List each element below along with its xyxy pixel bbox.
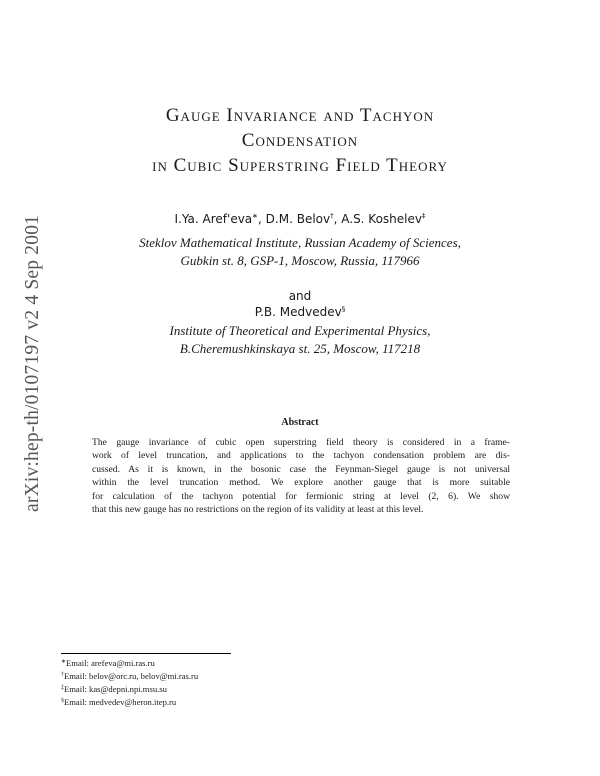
author-list	[0, 212, 600, 226]
paper-title	[0, 103, 600, 178]
abstract-body	[92, 436, 510, 516]
abstract-line: within the level truncation method. We explore another gauge that is more suitable	[92, 477, 510, 489]
footnote-email: Email: medvedev@heron.itep.ru	[64, 696, 177, 707]
footnote-rule	[61, 653, 231, 654]
footnote-item	[61, 670, 361, 683]
footnote-mark: ∗	[61, 659, 67, 665]
footnote-item	[61, 683, 361, 696]
author-medvedev	[0, 305, 600, 319]
author-belov: D.M. Belov	[265, 212, 331, 226]
author-koshelev: A.S. Koshelev	[341, 212, 422, 226]
title-line-2: Condensation	[241, 130, 359, 151]
footnote-mark: §	[61, 697, 64, 704]
affiliation-itep	[0, 322, 600, 358]
footnote-mark: §	[341, 305, 346, 313]
affiliation-steklov	[0, 234, 600, 270]
footnote-mark: ‡	[61, 684, 64, 691]
affiliation-line: Institute of Theoretical and Experimental Physics,	[169, 323, 431, 338]
arxiv-identifier: arXiv:hep-th/0107197 v2 4 Sep 2001	[22, 214, 43, 512]
title-line-1: Gauge Invariance and Tachyon	[165, 105, 435, 126]
author-arefeva: I.Ya. Aref'eva	[174, 212, 253, 226]
footnote-item	[61, 696, 361, 709]
affiliation-line: Gubkin st. 8, GSP-1, Moscow, Russia, 117966	[180, 253, 420, 268]
and-connector: and	[288, 289, 312, 303]
abstract-line: cussed. As it is known, in the bosonic case the Feynman-Siegel gauge is not universal	[92, 463, 510, 475]
abstract-line: The gauge invariance of cubic open superstring field theory is considered in a frame-	[92, 437, 510, 448]
footnote-mark: †	[61, 671, 64, 678]
affiliation-line: B.Cheremushkinskaya st. 25, Moscow, 117218	[179, 341, 421, 356]
abstract-line: that this new gauge has no restrictions on the region of its validity at least at this level.	[92, 504, 424, 516]
abstract-line: work of level truncation, and applications to the tachyon condensation problem are dis-	[92, 450, 510, 462]
footnote-email: Email: arefeva@mi.ras.ru	[66, 658, 155, 668]
footnote-mark: †	[330, 212, 334, 220]
author-separator: ,	[258, 212, 266, 226]
abstract-heading: Abstract	[281, 417, 319, 428]
footnote-mark: ∗	[252, 212, 259, 220]
footnote-item	[61, 657, 361, 670]
author-separator: ,	[333, 212, 342, 226]
footnotes	[61, 657, 361, 709]
footnote-email: Email: kas@depni.npi.msu.su	[64, 683, 167, 694]
abstract-line: for calculation of the tachyon potential for fermionic string at level (2, 6). We show	[92, 490, 510, 502]
title-line-3: in Cubic Superstring Field Theory	[152, 155, 448, 176]
affiliation-line: Steklov Mathematical Institute, Russian Academy of Sciences,	[139, 235, 461, 250]
author-name: P.B. Medvedev	[254, 305, 342, 319]
footnote-email: Email: belov@orc.ru, belov@mi.ras.ru	[64, 670, 199, 681]
footnote-mark: ‡	[421, 212, 426, 220]
